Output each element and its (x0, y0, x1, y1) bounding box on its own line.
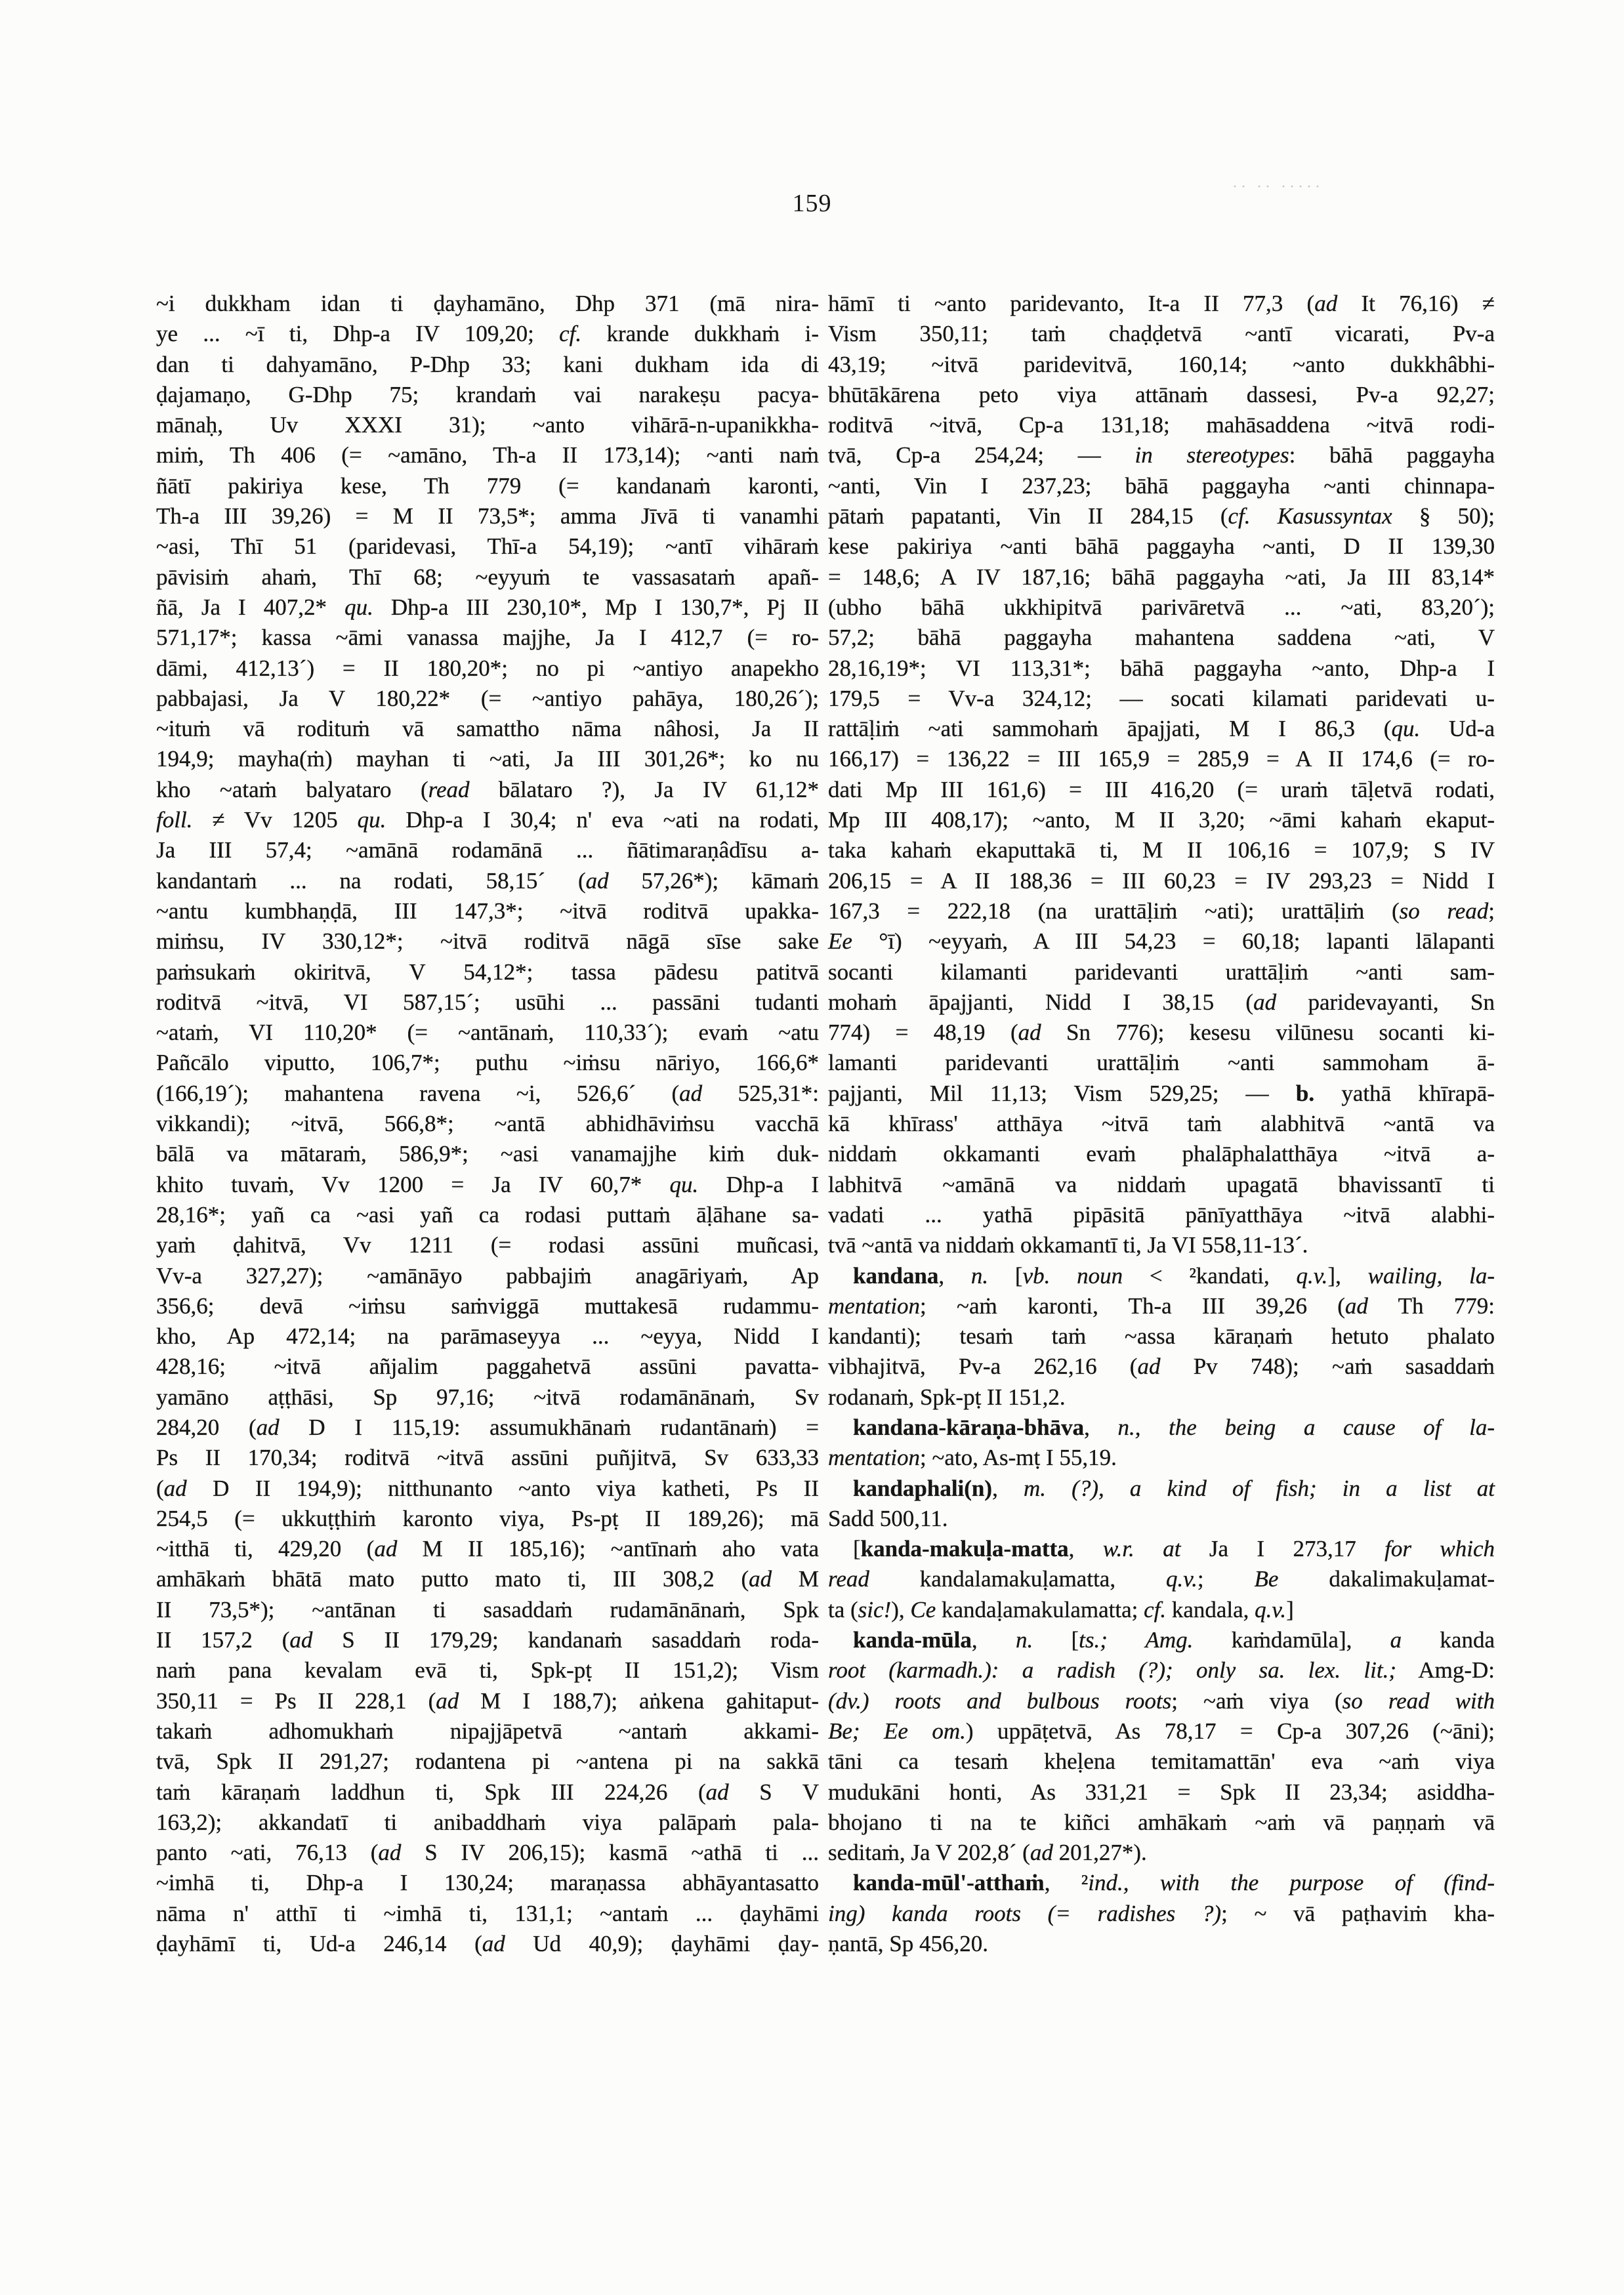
text-line (828, 714, 1495, 744)
text-line (828, 1291, 1495, 1321)
text-line (828, 1443, 1495, 1473)
text-segment: ad (1030, 1840, 1053, 1866)
text-line: yamāno aṭṭhāsi, Sp 97,16; ~itvā rodamānānaṁ, Sv (156, 1384, 819, 1410)
text-segment: m. (?), a kind of fish; in a list at (1023, 1475, 1495, 1501)
text-segment: Be; Ee om. (828, 1718, 966, 1744)
text-line: miṁsu, IV 330,12*; ~itvā roditvā nāgā sīse sake (156, 928, 819, 955)
text-line (156, 1170, 819, 1200)
text-segment: qu. (344, 594, 373, 620)
text-line: ~antu kumbhaṇḍā, III 147,3*; ~itvā roditvā upakka- (156, 898, 819, 924)
text-line (156, 1474, 819, 1504)
text-line (156, 1686, 819, 1716)
text-line: kā khīrass' atthāya ~itvā taṁ alabhitvā ~antā va (828, 1111, 1495, 1137)
text-line (828, 1655, 1495, 1685)
text-line: tvā, Spk II 291,27; rodantena pi ~antena pi na sakkā (156, 1748, 819, 1775)
text-segment: ; ~aṁ karonti, Th-a III 39,26 ( (919, 1292, 1345, 1319)
text-line: roditvā ~itvā, Cp-a 131,18; mahāsaddena ~itvā rodi- (828, 412, 1495, 438)
text-line: miṁ, Th 406 (= ~amāno, Th-a II 173,14); ~anti naṁ (156, 442, 819, 468)
text-line: dan ti dahyamāno, P-Dhp 33; kani dukham ida di (156, 351, 819, 377)
text-segment: kandalamakuḷamatta, (869, 1566, 1166, 1592)
text-line (156, 1929, 819, 1959)
text-segment: ad (679, 1080, 703, 1106)
text-line (156, 1413, 819, 1443)
text-line: labhitvā ~amānā va niddaṁ upagatā bhavissantī ti (828, 1171, 1495, 1197)
text-line: nāma n' atthī ti ~imhā ti, 131,1; ~antaṁ ... ḍayhāmi (156, 1900, 819, 1926)
text-segment: ad (1344, 1292, 1368, 1319)
text-line: Mp III 408,17); ~anto, M II 3,20; ~āmi kahaṁ ekaput- (828, 807, 1495, 833)
text-line: 179,5 = Vv-a 324,12; — socati kilamati paridevati u- (828, 685, 1495, 711)
text-segment: yathā khīrapā- (1314, 1080, 1495, 1106)
text-line (828, 1899, 1495, 1929)
text-segment: Dhp-a I 30,4; n' eva ~ati na rodati, (386, 807, 819, 833)
text-line: 571,17*; kassa ~āmi vanassa majjhe, Ja I 412,7 (= ro- (156, 625, 819, 651)
text-line: 28,16*; yañ ca ~asi yañ ca rodasi puttaṁ āḷāhane sa- (156, 1201, 819, 1228)
text-line (828, 1534, 1495, 1564)
text-segment: n., the being a cause of la- (1117, 1414, 1495, 1440)
text-segment: , (992, 1475, 1024, 1501)
text-segment: ad (482, 1931, 505, 1957)
text-segment: for which (1385, 1536, 1495, 1562)
text-segment: 350,11 = Ps II 228,1 ( (156, 1687, 436, 1714)
text-segment: krande dukkhaṁ i- (581, 321, 819, 347)
text-segment: ad (1018, 1020, 1041, 1046)
text-segment: cf. (559, 321, 582, 347)
text-segment: M I 188,7); aṅkena gahitaput- (459, 1687, 820, 1714)
text-segment: kandana-kāraṇa-bhāva (853, 1414, 1085, 1440)
text-line: 163,2); akkandatī ti anibaddhaṁ viya palāpaṁ pala- (156, 1809, 819, 1835)
text-segment: kanda (1402, 1627, 1495, 1653)
text-line: takaṁ adhomukhaṁ nipajjāpetvā ~antaṁ akkami- (156, 1718, 819, 1744)
text-line (828, 1018, 1495, 1048)
text-segment: kaṁdamūla], (1193, 1627, 1390, 1653)
text-segment: mentation (828, 1445, 920, 1471)
text-line: 28,16,19*; VI 113,31*; bāhā paggayha ~anto, Dhp-a I (828, 655, 1495, 681)
text-line: 57,2; bāhā paggayha mahantena saddena ~ati, V (828, 625, 1495, 651)
text-segment: pātaṁ papatanti, Vin II 284,15 ( (828, 503, 1228, 529)
text-segment: Amg-D: (1396, 1657, 1495, 1684)
text-segment: ) uppāṭetvā, As 78,17 = Cp-a 307,26 (~āni); (965, 1718, 1495, 1744)
text-line: = 148,6; A IV 187,16; bāhā paggayha ~ati, Ja III 83,14* (828, 564, 1495, 590)
text-segment: Dhp-a I (698, 1171, 819, 1197)
text-line (828, 1564, 1495, 1594)
right-column (828, 289, 1495, 1959)
text-segment: ≠ Vv 1205 (192, 807, 358, 833)
text-segment: ta ( (828, 1596, 858, 1623)
text-line: ~anti, Vin I 237,23; bāhā paggayha ~anti chinnapa- (828, 472, 1495, 499)
text-segment: ; (1197, 1566, 1255, 1592)
text-segment: 167,3 = 222,18 (na urattāḷiṁ ~ati); urattāḷiṁ ( (828, 898, 1400, 924)
text-segment: q.v. (1296, 1262, 1328, 1289)
text-line (828, 1474, 1495, 1504)
text-line (156, 1534, 819, 1564)
text-segment: M (772, 1566, 819, 1592)
text-segment: 201,27*). (1052, 1840, 1147, 1866)
text-segment: ; (1488, 898, 1495, 924)
text-segment: kandantaṁ ... na rodati, 58,15´ ( (156, 867, 586, 894)
text-line (828, 1413, 1495, 1443)
text-line (828, 896, 1495, 926)
text-segment: in stereotypes (1135, 442, 1289, 468)
text-segment: ], (1327, 1262, 1368, 1289)
text-line (828, 1686, 1495, 1716)
text-segment: Be (1254, 1566, 1279, 1592)
text-segment: ; ~ vā paṭhaviṁ kha- (1221, 1900, 1495, 1926)
text-segment: (166,19´); mahantena ravena ~i, 526,6´ ( (156, 1080, 680, 1106)
text-segment: ad (705, 1779, 729, 1805)
text-line (156, 1777, 819, 1808)
text-segment: ad (378, 1840, 402, 1866)
text-segment: kanda-makuḷa-matta (860, 1536, 1069, 1562)
text-segment: ts.; Amg. (1079, 1627, 1194, 1653)
text-segment: a (1390, 1627, 1402, 1653)
text-line: II 73,5*); ~antānan ti sasaddaṁ rudamānānaṁ, Spk (156, 1596, 819, 1623)
text-segment: mohaṁ āpajjanti, Nidd I 38,15 ( (828, 989, 1254, 1015)
text-segment: Ja I 273,17 (1180, 1536, 1385, 1562)
text-segment: , (938, 1262, 971, 1289)
text-segment: 525,31*: (702, 1080, 819, 1106)
text-line: Sadd 500,11. (828, 1505, 948, 1531)
text-segment: , (1068, 1536, 1103, 1562)
text-segment: ~itthā ti, 429,20 ( (156, 1536, 375, 1562)
text-line: roditvā ~itvā, VI 587,15´; usūhi ... passāni tudanti (156, 989, 819, 1015)
text-segment: n. (970, 1262, 989, 1289)
text-segment: II 157,2 ( (156, 1627, 290, 1653)
text-line: Pañcālo viputto, 106,7*; puthu ~iṁsu nāriyo, 166,6* (156, 1050, 819, 1076)
text-segment: Sn 776); kesesu vilūnesu socanti ki- (1041, 1020, 1495, 1046)
text-segment: Ud-a (1420, 716, 1495, 742)
text-segment: : bāhā paggayha (1289, 442, 1495, 468)
text-segment: Th 779: (1367, 1292, 1495, 1319)
text-segment: Pv 748); ~aṁ sasaddaṁ (1160, 1354, 1495, 1380)
text-line (828, 926, 1495, 957)
text-line: ~i dukkham idan ti ḍayhamāno, Dhp 371 (mā nira- (156, 291, 819, 316)
text-line: paṁsukaṁ okiritvā, V 54,12*; tassa pādesu patitvā (156, 959, 819, 985)
text-segment: ; ~ato, As-mṭ I 55,19. (919, 1445, 1117, 1471)
text-segment: 57,26*); kāmaṁ (608, 867, 819, 894)
text-line (828, 1868, 1495, 1898)
text-line (156, 1838, 819, 1868)
text-segment: S V (728, 1779, 819, 1805)
text-line (156, 775, 819, 805)
text-segment: pajjanti, Mil 11,13; Vism 529,25; — (828, 1080, 1296, 1106)
text-line: socanti kilamanti paridevanti urattāḷiṁ ~anti sam- (828, 959, 1495, 985)
text-line: mānaḥ, Uv XXXI 31); ~anto vihārā-n-upanikkha- (156, 412, 819, 438)
text-segment: ( (156, 1475, 164, 1501)
text-segment: vibhajitvā, Pv-a 262,16 ( (828, 1354, 1138, 1380)
text-line (828, 501, 1495, 531)
text-line (828, 1079, 1495, 1109)
text-segment: M II 185,16); ~antīnaṁ aho vata (397, 1536, 819, 1562)
text-line (828, 1716, 1495, 1747)
text-segment: kandaphali(n) (853, 1475, 993, 1501)
text-segment: kandala, (1166, 1596, 1255, 1623)
text-line: ~ataṁ, VI 110,20* (= ~antānaṁ, 110,33´); evaṁ ~atu (156, 1020, 819, 1046)
text-line: 254,5 (= ukkuṭṭhiṁ karonto viya, Ps-pṭ II 189,26); mā (156, 1505, 819, 1531)
text-line (156, 592, 819, 623)
text-segment: < ²kandati, (1123, 1262, 1297, 1289)
text-segment: ad (256, 1414, 280, 1440)
text-segment: q.v. (1255, 1596, 1287, 1623)
text-line: niddaṁ okkamanti evaṁ phalāphalatthāya ~itvā a- (828, 1141, 1495, 1167)
text-segment: ind., with the purpose of (find- (1088, 1870, 1495, 1896)
text-segment: rattāḷiṁ ~ati sammohaṁ āpajjati, M I 86,3 ( (828, 716, 1392, 742)
text-segment: ing) kanda roots (= radishes ?) (828, 1900, 1222, 1926)
text-line: naṁ pana kevalam evā ti, Spk-pṭ II 151,2); Vism (156, 1657, 819, 1684)
text-segment: q.v. (1165, 1566, 1197, 1592)
text-line: (ubho bāhā ukkhipitvā parivāretvā ... ~ati, 83,20´); (828, 594, 1495, 620)
text-segment: qu. (357, 807, 386, 833)
text-line (828, 289, 1495, 319)
text-line: lamanti paridevanti urattāḷiṁ ~anti sammoham ā- (828, 1050, 1495, 1076)
text-segment: foll. (156, 807, 193, 833)
text-line (156, 805, 819, 835)
text-line: bālā va mātaraṁ, 586,9*; ~asi vanamajjhe kiṁ duk- (156, 1141, 819, 1167)
text-line: kese pakiriya ~anti bāhā paggayha ~anti, D II 139,30 (828, 533, 1495, 560)
text-segment: qu. (669, 1171, 699, 1197)
text-segment: , (971, 1627, 1016, 1653)
text-line: ~asi, Thī 51 (paridevasi, Thī-a 54,19); ~antī vihāraṁ (156, 533, 819, 560)
text-segment: so read (1399, 898, 1489, 924)
text-segment: ḍayhāmī ti, Ud-a 246,14 ( (156, 1931, 482, 1957)
text-segment: cf. (1144, 1596, 1167, 1623)
text-line (156, 1079, 819, 1109)
text-line: ṇantā, Sp 456,20. (828, 1931, 989, 1957)
text-line: kandanti); tesaṁ taṁ ~assa kāraṇaṁ hetuto phalato (828, 1323, 1495, 1350)
text-segment: paridevayanti, Sn (1276, 989, 1495, 1015)
text-line: mudukāni honti, As 331,21 = Spk II 23,34; asiddha- (828, 1779, 1495, 1805)
text-segment: ad (436, 1687, 459, 1714)
text-segment: ad (289, 1627, 313, 1653)
text-line: Vv-a 327,27); ~amānāyo pabbajiṁ anagāriyaṁ, Ap (156, 1262, 819, 1289)
text-line (156, 866, 819, 896)
text-segment: °ī) ~eyyaṁ, A III 54,23 = 60,18; lapanti lālapanti (852, 928, 1495, 955)
text-segment: Ee (828, 928, 852, 955)
text-segment: kanda-mūla (853, 1627, 972, 1653)
text-line: kho, Ap 472,14; na parāmaseyya ... ~eyya, Nidd I (156, 1323, 819, 1350)
text-line: tāni ca tesaṁ kheḷena temitamattān' eva ~aṁ viya (828, 1748, 1495, 1775)
text-line: 356,6; devā ~iṁsu saṁviggā muttakesā rudammu- (156, 1292, 819, 1319)
text-line: ñātī pakiriya kese, Th 779 (= kandanaṁ karonti, (156, 472, 819, 499)
text-line: 43,19; ~itvā paridevitvā, 160,14; ~anto dukkhâbhi- (828, 351, 1495, 377)
text-segment: mentation (828, 1292, 920, 1319)
text-line: vikkandi); ~itvā, 566,8*; ~antā abhidhāviṁsu vacchā (156, 1111, 819, 1137)
text-segment: S IV 206,15); kasmā ~athā ti ... (401, 1840, 819, 1866)
text-segment: ad (1314, 291, 1338, 316)
text-line (828, 1595, 1495, 1625)
text-line (828, 440, 1495, 470)
text-segment: n. (1015, 1627, 1033, 1653)
text-segment: D I 115,19: assumukhānaṁ rudantānaṁ) = (279, 1414, 819, 1440)
page-number: 159 (792, 190, 832, 217)
text-segment: root (karmadh.): a radish (?); only sa. lex. lit.; (828, 1657, 1396, 1684)
text-segment: ad (1253, 989, 1277, 1015)
text-line: Th-a III 39,26) = M II 73,5*; amma Jīvā ti vanamhi (156, 503, 819, 529)
text-line: 166,17) = 136,22 = III 165,9 = 285,9 = A II 174,6 (= ro- (828, 746, 1495, 772)
text-segment: D II 194,9); nitthunanto ~anto viya katheti, Ps II (186, 1475, 819, 1501)
text-line: Ps II 170,34; roditvā ~itvā assūni puñjitvā, Sv 633,33 (156, 1445, 819, 1471)
text-segment: qu. (1391, 716, 1421, 742)
text-segment: taṁ kāraṇaṁ laddhun ti, Spk III 224,26 ( (156, 1779, 706, 1805)
text-segment: ad (585, 867, 609, 894)
text-line (828, 987, 1495, 1018)
text-segment: hāmī ti ~anto paridevanto, It-a II 77,3 ( (828, 291, 1315, 316)
text-line: bhūtākārena peto viya attānaṁ dassesi, Pv-a 92,27; (828, 381, 1495, 407)
text-line: taka kahaṁ ekaputtakā ti, M II 106,16 = 107,9; S IV (828, 837, 1495, 863)
text-segment: Ud 40,9); ḍayhāmi ḍay- (505, 1931, 819, 1957)
text-segment: kho ~ataṁ balyataro ( (156, 776, 428, 802)
text-line (828, 1261, 1495, 1291)
text-segment: ] (1286, 1596, 1294, 1623)
left-column (156, 289, 819, 1959)
text-line (828, 1352, 1495, 1382)
text-segment: wailing, la- (1367, 1262, 1495, 1289)
text-segment: It 76,16) ≠ (1337, 291, 1495, 316)
text-segment: [ (988, 1262, 1023, 1289)
text-segment: dakalimakuḷamat- (1278, 1566, 1495, 1592)
text-segment: 284,20 ( (156, 1414, 257, 1440)
text-segment: ye ... ~ī ti, Dhp-a IV 109,20; (156, 321, 560, 347)
text-segment: w.r. at (1102, 1536, 1181, 1562)
text-segment: ad (163, 1475, 187, 1501)
text-segment: ad (749, 1566, 772, 1592)
text-segment: kandana (853, 1262, 939, 1289)
text-line: Ja III 57,4; ~amānā rodamānā ... ñātimaraṇâdīsu a- (156, 837, 819, 863)
text-line: 428,16; ~itvā añjalim paggahetvā assūni pavatta- (156, 1354, 819, 1380)
text-segment: read (828, 1566, 869, 1592)
text-line (156, 319, 819, 349)
text-segment: § 50); (1392, 503, 1495, 529)
text-line: dāmi, 412,13´) = II 180,20*; no pi ~antiyo anapekho (156, 655, 819, 681)
text-line: 206,15 = A II 188,36 = III 60,23 = IV 293,23 = Nidd I (828, 867, 1495, 894)
text-segment: Ce (910, 1596, 936, 1623)
text-segment: b. (1295, 1080, 1315, 1106)
text-line: ~ituṁ vā rodituṁ vā samattho nāma nâhosi, Ja II (156, 716, 819, 742)
text-line (156, 1564, 819, 1594)
text-segment: read (428, 776, 470, 802)
text-segment: panto ~ati, 76,13 ( (156, 1840, 379, 1866)
text-line: bhojano ti na te kiñci amhākaṁ ~aṁ vā paṇṇaṁ vā (828, 1809, 1495, 1835)
text-line: vadati ... yathā pipāsitā pānīyatthāya ~itvā alabhi- (828, 1201, 1495, 1228)
text-segment: amhākaṁ bhātā mato putto mato ti, III 308,2 ( (156, 1566, 749, 1592)
text-segment: tvā, Cp-a 254,24; — (828, 442, 1135, 468)
text-line: tvā ~antā va niddaṁ okkamantī ti, Ja VI 558,11-13´. (828, 1232, 1308, 1258)
text-segment: kandaḷamakulamatta; (936, 1596, 1144, 1623)
text-line (156, 1625, 819, 1655)
text-line: 194,9; mayha(ṁ) mayhan ti ~ati, Ja III 301,26*; ko nu (156, 746, 819, 772)
text-line: ~imhā ti, Dhp-a I 130,24; maraṇassa abhāyantasatto (156, 1870, 819, 1896)
text-segment: kanda-mūl'-atthaṁ (853, 1870, 1045, 1896)
text-line: dati Mp III 161,6) = III 416,20 (= uraṁ tāḷetvā rodati, (828, 776, 1495, 802)
text-segment: ad (1137, 1354, 1161, 1380)
text-line: rodanaṁ, Spk-pṭ II 151,2. (828, 1384, 1066, 1410)
text-segment: khito tuvaṁ, Vv 1200 = Ja IV 60,7* (156, 1171, 670, 1197)
text-line (828, 1838, 1495, 1868)
text-segment: ad (374, 1536, 398, 1562)
text-line: Vism 350,11; taṁ chaḍḍetvā ~antī vicarati, Pv-a (828, 321, 1495, 347)
text-line: yaṁ ḍahitvā, Vv 1211 (= rodasi assūni muñcasi, (156, 1232, 819, 1258)
text-segment: bālataro ?), Ja IV 61,12* (469, 776, 819, 802)
text-line: pāvisiṁ ahaṁ, Thī 68; ~eyyuṁ te vassasataṁ apañ- (156, 564, 819, 590)
text-segment: ), (891, 1596, 911, 1623)
text-segment: [ (1033, 1627, 1079, 1653)
text-segment: vb. noun (1022, 1262, 1123, 1289)
text-segment: (dv.) roots and bulbous roots (828, 1687, 1172, 1714)
text-segment: , (1084, 1414, 1118, 1440)
text-segment: 774) = 48,19 ( (828, 1020, 1018, 1046)
text-segment: S II 179,29; kandanaṁ sasaddaṁ roda- (312, 1627, 820, 1653)
text-segment: ñā, Ja I 407,2* (156, 594, 345, 620)
text-line: pabbajasi, Ja V 180,22* (= ~antiyo pahāya, 180,26´); (156, 685, 819, 711)
text-line (828, 1625, 1495, 1655)
text-segment: cf. Kasussyntax (1228, 503, 1392, 529)
text-segment: ; ~aṁ viya ( (1171, 1687, 1343, 1714)
text-segment: , ² (1044, 1870, 1089, 1896)
text-segment: so read with (1342, 1687, 1495, 1714)
text-segment: seditaṁ, Ja V 202,8´ ( (828, 1840, 1030, 1866)
text-segment: sic! (858, 1596, 892, 1623)
text-line: ḍajamaṇo, G-Dhp 75; krandaṁ vai narakeṣu pacya- (156, 381, 819, 407)
text-segment: Dhp-a III 230,10*, Mp I 130,7*, Pj II (373, 594, 819, 620)
text-segment: [ (853, 1536, 861, 1562)
scan-artifact-dots: ·· ·· ····· (1232, 178, 1323, 196)
